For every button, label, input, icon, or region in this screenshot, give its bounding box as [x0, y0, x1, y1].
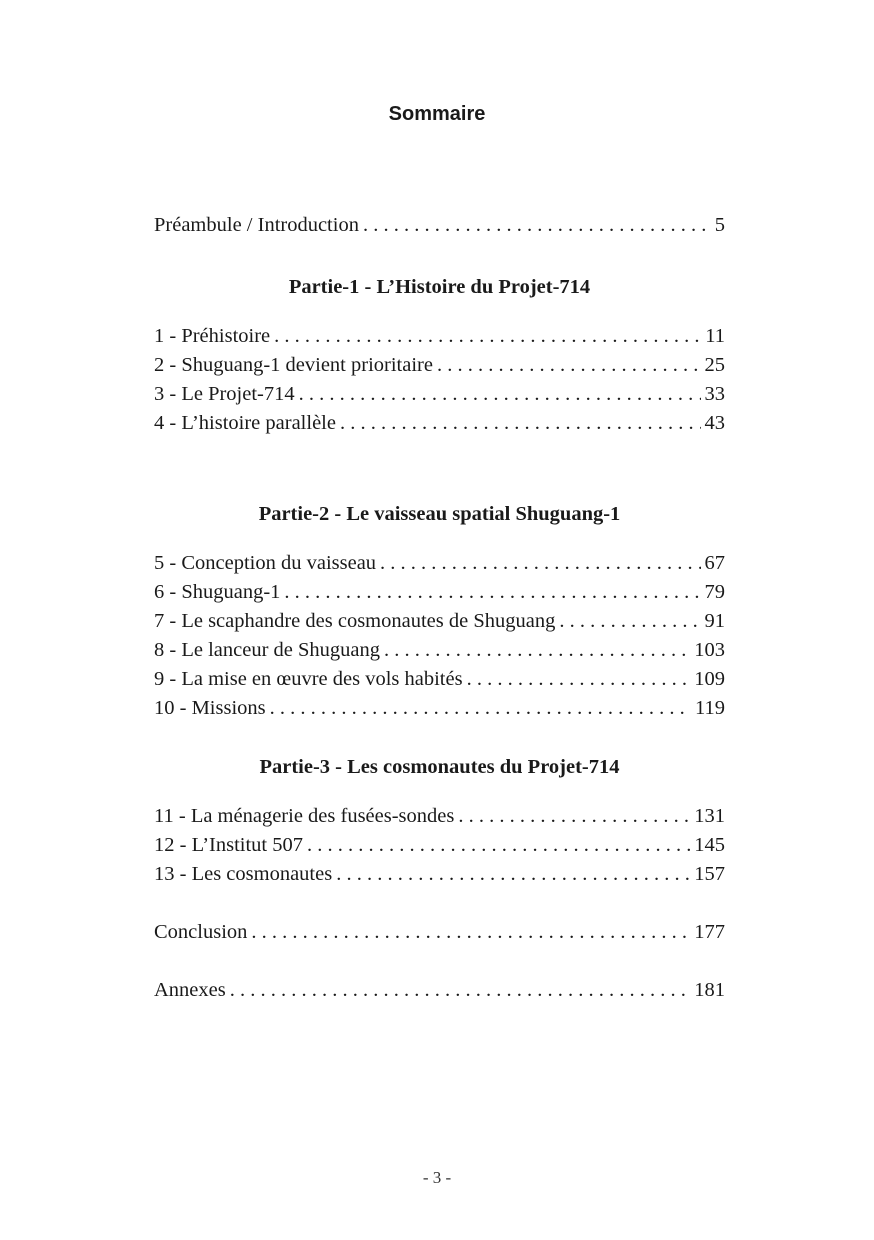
toc-entry — [154, 409, 725, 438]
entry-page-number: 177 — [694, 921, 725, 943]
dot-leader — [299, 380, 701, 409]
dot-leader — [274, 322, 701, 351]
section-heading-part-3: Partie-3 - Les cosmonautes du Projet-714 — [259, 756, 620, 778]
entry-page-number: 103 — [694, 639, 725, 661]
toc-entry-annexes — [154, 976, 725, 1005]
entry-label: 10 - Missions — [154, 697, 266, 719]
dot-leader — [284, 578, 700, 607]
entry-page-number: 131 — [694, 805, 725, 827]
toc-entry — [154, 322, 725, 351]
dot-leader — [437, 351, 701, 380]
section-heading-part-2: Partie-2 - Le vaisseau spatial Shuguang-1 — [258, 503, 621, 525]
entry-page-number: 79 — [704, 581, 725, 603]
dot-leader — [336, 860, 690, 889]
entry-page-number: 33 — [704, 383, 725, 405]
entry-page-number: 119 — [695, 697, 725, 719]
entry-page-number: 91 — [704, 610, 725, 632]
entry-page-number: 43 — [704, 412, 725, 434]
entry-label: 8 - Le lanceur de Shuguang — [154, 639, 380, 661]
entry-label: Conclusion — [154, 921, 248, 943]
entry-label: Préambule / Introduction — [154, 214, 359, 236]
entry-label: 2 - Shuguang-1 devient prioritaire — [154, 354, 433, 376]
table-of-contents — [154, 211, 725, 1005]
entry-label: 4 - L’histoire parallèle — [154, 412, 336, 434]
entry-page-number: 181 — [694, 979, 725, 1001]
dot-leader — [251, 918, 690, 947]
entry-label: Annexes — [154, 979, 226, 1001]
entry-label: 6 - Shuguang-1 — [154, 581, 281, 603]
toc-entry-introduction — [154, 211, 725, 240]
dot-leader — [467, 665, 691, 694]
entry-page-number: 157 — [694, 863, 725, 885]
toc-entry — [154, 636, 725, 665]
dot-leader — [559, 607, 700, 636]
entry-page-number: 11 — [705, 325, 725, 347]
toc-entry — [154, 549, 725, 578]
entry-page-number: 109 — [694, 668, 725, 690]
toc-entry — [154, 665, 725, 694]
toc-entry — [154, 860, 725, 889]
dot-leader — [230, 976, 691, 1005]
entry-label: 1 - Préhistoire — [154, 325, 271, 347]
entry-label: 11 - La ménagerie des fusées-sondes — [154, 805, 455, 827]
section-heading-part-1: Partie-1 - L’Histoire du Projet-714 — [288, 276, 591, 298]
toc-entry — [154, 831, 725, 860]
toc-entry — [154, 351, 725, 380]
entry-label: 7 - Le scaphandre des cosmonautes de Shuguang — [154, 610, 556, 632]
entry-label: 3 - Le Projet-714 — [154, 383, 295, 405]
entry-page-number: 67 — [704, 552, 725, 574]
toc-entry — [154, 380, 725, 409]
entry-page-number: 5 — [714, 214, 725, 236]
entry-page-number: 145 — [694, 834, 725, 856]
dot-leader — [384, 636, 690, 665]
dot-leader — [340, 409, 701, 438]
dot-leader — [307, 831, 690, 860]
toc-entry — [154, 694, 725, 723]
entry-page-number: 25 — [704, 354, 725, 376]
entry-label: 5 - Conception du vaisseau — [154, 552, 377, 574]
dot-leader — [270, 694, 691, 723]
dot-leader — [458, 802, 690, 831]
entry-label: 13 - Les cosmonautes — [154, 863, 333, 885]
page-number: - 3 - — [422, 1168, 452, 1187]
entry-label: 12 - L’Institut 507 — [154, 834, 304, 856]
dot-leader — [363, 211, 711, 240]
toc-entry-conclusion — [154, 918, 725, 947]
toc-entry — [154, 802, 725, 831]
toc-entry — [154, 607, 725, 636]
entry-label: 9 - La mise en œuvre des vols habités — [154, 668, 463, 690]
dot-leader — [380, 549, 700, 578]
page-title: Sommaire — [388, 103, 486, 125]
toc-entry — [154, 578, 725, 607]
